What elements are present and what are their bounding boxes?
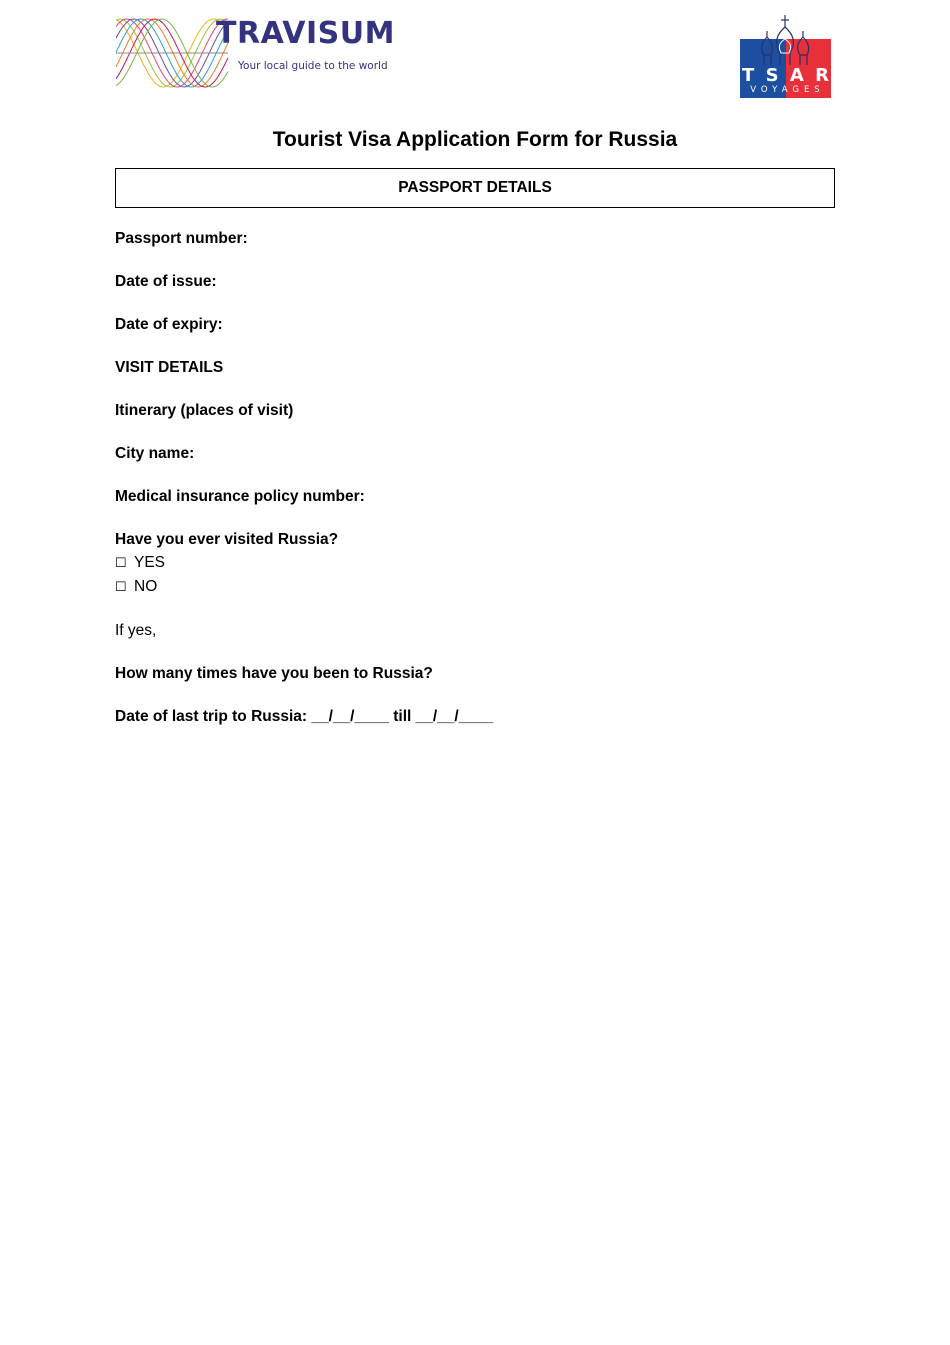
option-no-row[interactable] [115,578,157,596]
date-of-expiry-label: Date of expiry: [115,316,223,333]
visit-details-heading: VISIT DETAILS [115,359,224,376]
voyages-word: VOYAGES [750,85,825,95]
checkbox-yes[interactable]: ☐ [115,555,127,570]
tsar-letter: R [815,65,829,86]
travisum-brand-text: TRAVISUM [216,16,395,51]
passport-details-header [115,168,835,208]
tsar-letter: A [789,65,804,86]
travisum-logo [116,10,395,96]
visited-russia-question: Have you ever visited Russia? [115,531,339,548]
option-no-label: NO [134,578,158,595]
form-title: Tourist Visa Application Form for Russia [272,128,678,151]
if-yes-text: If yes, [115,622,157,639]
last-trip-dates-label: Date of last trip to Russia: __/__/____ till __/__/____ [115,708,494,725]
medical-insurance-label: Medical insurance policy number: [115,488,365,505]
tsar-letter: T [742,65,755,86]
passport-number-label: Passport number: [115,230,248,247]
date-of-issue-label: Date of issue: [115,273,217,290]
passport-details-label: PASSPORT DETAILS [398,179,552,196]
option-yes-row[interactable] [115,554,165,572]
travisum-tagline: Your local guide to the world [238,60,388,72]
tsar-letter: S [765,65,779,86]
tsar-word [740,65,831,86]
option-yes-label: YES [134,554,166,571]
times-visited-question: How many times have you been to Russia? [115,665,433,682]
tsar-voyages-logo [740,13,831,98]
itinerary-label: Itinerary (places of visit) [115,402,294,419]
checkbox-no[interactable]: ☐ [115,579,127,594]
city-name-label: City name: [115,445,195,462]
